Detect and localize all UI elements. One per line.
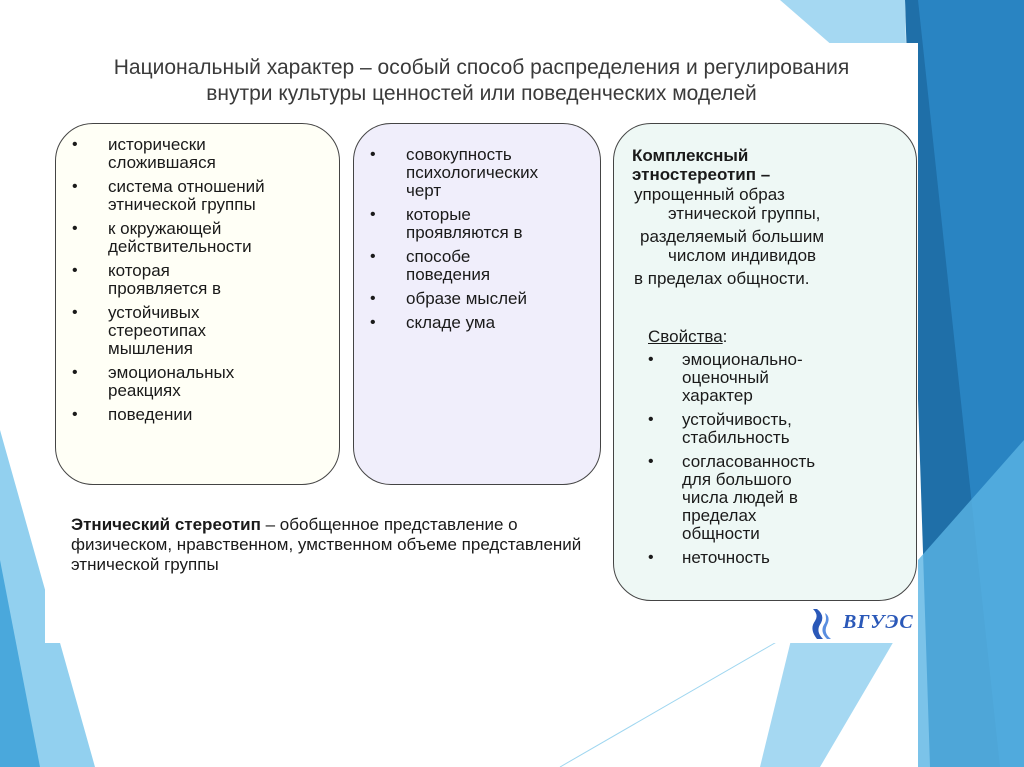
title-line-1: Национальный характер – особый способ распределения и регулирования xyxy=(113,56,850,79)
ethnic-stereotype-term: Этнический стереотип xyxy=(71,515,261,534)
definition-line: в пределах общности. xyxy=(634,269,810,288)
complex-ethnostereotype-heading: Комплексный этностереотип – xyxy=(632,146,771,184)
definition-line: разделяемый большим xyxy=(640,227,825,246)
ethnic-stereotype-definition xyxy=(71,515,591,575)
complex-ethnostereotype-definition xyxy=(634,185,914,288)
right-box xyxy=(613,123,917,601)
slide-title xyxy=(45,55,918,107)
logo-text: ВГУЭС xyxy=(843,611,914,633)
definition-line: упрощенный образ xyxy=(634,185,785,204)
list-item: • к окружающей действительности xyxy=(56,220,328,256)
list-item: • эмоциональных реакциях xyxy=(56,364,298,400)
list-item: • поведении xyxy=(56,406,326,424)
definition-line: этнической группы, xyxy=(668,204,821,223)
middle-box xyxy=(353,123,601,485)
list-item: • неточность xyxy=(614,549,904,567)
list-item: • эмоционально-оценочный характер xyxy=(614,351,832,405)
left-box xyxy=(55,123,340,485)
list-item: • способе поведения xyxy=(354,248,516,284)
properties-list xyxy=(614,351,904,573)
ethnic-stereotype-text: – обобщенное представление о физическом, нравственном, умственном объеме представлений этнической группы xyxy=(71,515,582,574)
list-item: • исторически сложившаяся xyxy=(56,136,248,172)
list-item: • которые проявляются в xyxy=(354,206,556,242)
list-item: • согласованность для большого числа людей в пределах общности xyxy=(614,453,832,543)
left-list xyxy=(56,136,326,430)
list-item: • складе ума xyxy=(354,314,594,332)
list-item: • система отношений этнической группы xyxy=(56,178,328,214)
middle-list xyxy=(354,146,594,338)
definition-line: числом индивидов xyxy=(668,246,817,265)
slide xyxy=(45,43,918,643)
list-item: • совокупность психологических черт xyxy=(354,146,576,200)
properties-colon: : xyxy=(722,327,728,346)
list-item: • устойчивость, стабильность xyxy=(614,411,832,447)
vguev-logo xyxy=(807,605,917,643)
properties-label-text: Свойства xyxy=(648,327,723,346)
list-item: • которая проявляется в xyxy=(56,262,258,298)
title-line-2: внутри культуры ценностей или поведенческих моделей xyxy=(206,82,757,105)
list-item: • устойчивых стереотипах мышления xyxy=(56,304,268,358)
list-item: • образе мыслей xyxy=(354,290,594,308)
properties-label xyxy=(648,327,727,347)
